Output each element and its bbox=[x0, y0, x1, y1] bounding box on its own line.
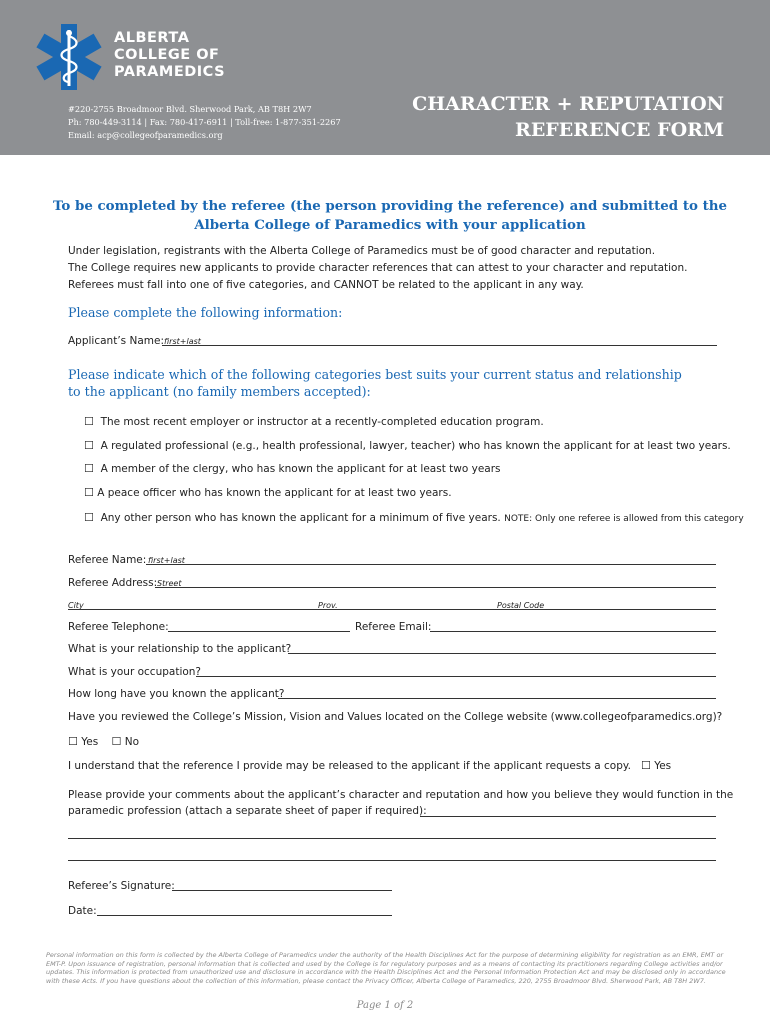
release-consent bbox=[68, 759, 671, 773]
logo-wordmark bbox=[114, 30, 225, 81]
section-heading-categories bbox=[68, 366, 758, 400]
contact-address bbox=[68, 103, 341, 142]
checkbox[interactable]: ☐ bbox=[84, 439, 94, 452]
category-option[interactable] bbox=[84, 462, 501, 476]
category-option[interactable] bbox=[84, 486, 452, 500]
checkbox[interactable]: ☐ bbox=[84, 486, 94, 499]
category-label: A peace officer who has known the applicant for at least two years. bbox=[97, 487, 452, 499]
comments-prompt bbox=[68, 787, 733, 819]
legislation-paragraph bbox=[68, 243, 748, 294]
city-hint: City bbox=[68, 601, 84, 610]
city-prov-postal-field[interactable] bbox=[68, 609, 716, 610]
signature-field[interactable] bbox=[172, 890, 392, 891]
category-option[interactable] bbox=[84, 415, 544, 429]
postal-code-hint: Postal Code bbox=[497, 601, 545, 610]
prov-hint: Prov. bbox=[318, 601, 338, 610]
category-option[interactable] bbox=[84, 511, 744, 526]
mission-answer bbox=[68, 735, 139, 749]
comments-field-line[interactable] bbox=[68, 838, 716, 839]
heading-line: Please indicate which of the following categories best suits your current status and relationship bbox=[68, 367, 682, 382]
relationship-field[interactable] bbox=[288, 653, 716, 654]
form-title-line: REFERENCE FORM bbox=[515, 119, 724, 141]
comments-line: paramedic profession (attach a separate sheet of paper if required): bbox=[68, 805, 427, 817]
referee-name-field[interactable] bbox=[146, 564, 716, 565]
form-title-line: CHARACTER + REPUTATION bbox=[412, 93, 724, 115]
street-hint: Street bbox=[157, 579, 182, 588]
paragraph-line: The College requires new applicants to provide character references that can attest to your character and reputation. bbox=[68, 262, 688, 274]
category-label: Any other person who has known the applicant for a minimum of five years. bbox=[100, 512, 501, 524]
referee-email-label: Referee Email: bbox=[355, 621, 432, 633]
street-field[interactable] bbox=[155, 587, 716, 588]
applicant-name-hint: first+last bbox=[164, 337, 201, 346]
no-checkbox[interactable]: ☐ bbox=[111, 735, 122, 748]
comments-line: Please provide your comments about the applicant’s character and reputation and how you believe they would function in the bbox=[68, 789, 734, 801]
phone-line: Ph: 780-449-3114 | Fax: 780-417-6911 | Toll-free: 1-877-351-2267 bbox=[68, 117, 341, 127]
occupation-field[interactable] bbox=[196, 676, 716, 677]
applicant-name-field[interactable] bbox=[162, 345, 717, 346]
paragraph-line: Referees must fall into one of five categories, and CANNOT be related to the applicant in any way. bbox=[68, 279, 584, 291]
known-duration-field[interactable] bbox=[278, 698, 716, 699]
mission-question: Have you reviewed the College’s Mission, Vision and Values located on the College website (www.collegeofparamedics.org)? bbox=[68, 711, 723, 723]
referee-email-field[interactable] bbox=[430, 631, 716, 632]
category-label: A regulated professional (e.g., health professional, lawyer, teacher) who has known the applicant for at least two years. bbox=[100, 440, 731, 452]
checkbox[interactable]: ☐ bbox=[84, 415, 94, 428]
date-label: Date: bbox=[68, 905, 97, 917]
category-option[interactable] bbox=[84, 439, 731, 453]
release-consent-text: I understand that the reference I provide may be released to the applicant if the applicant requests a copy. bbox=[68, 760, 631, 772]
logo-line: PARAMEDICS bbox=[114, 64, 226, 80]
comments-field-line[interactable] bbox=[68, 860, 716, 861]
referee-name-hint: first+last bbox=[148, 556, 185, 565]
section-heading-info: Please complete the following information: bbox=[68, 305, 343, 320]
category-label: The most recent employer or instructor at a recently-completed education program. bbox=[100, 416, 544, 428]
checkbox[interactable]: ☐ bbox=[84, 462, 94, 475]
category-note: NOTE: Only one referee is allowed from this category bbox=[504, 514, 744, 524]
date-field[interactable] bbox=[97, 915, 392, 916]
logo-line: COLLEGE OF bbox=[114, 47, 220, 63]
consent-yes-label: Yes bbox=[654, 760, 672, 772]
heading-line: to the applicant (no family members accepted): bbox=[68, 384, 371, 399]
known-duration-label: How long have you known the applicant? bbox=[68, 688, 285, 700]
header-banner bbox=[0, 0, 770, 155]
checkbox[interactable]: ☐ bbox=[84, 511, 94, 524]
comments-field-line[interactable] bbox=[420, 816, 716, 817]
applicant-name-label: Applicant’s Name: bbox=[68, 335, 164, 347]
star-of-life-logo-icon bbox=[34, 22, 104, 92]
referee-telephone-label: Referee Telephone: bbox=[68, 621, 169, 633]
consent-checkbox[interactable]: ☐ bbox=[640, 759, 651, 772]
category-label: A member of the clergy, who has known the applicant for at least two years bbox=[100, 463, 501, 475]
no-label: No bbox=[124, 736, 140, 748]
paragraph-line: Under legislation, registrants with the Alberta College of Paramedics must be of good character and reputation. bbox=[68, 245, 656, 257]
referee-address-label: Referee Address: bbox=[68, 577, 158, 589]
form-title bbox=[412, 91, 724, 143]
referee-name-label: Referee Name: bbox=[68, 554, 147, 566]
logo-line: ALBERTA bbox=[114, 30, 190, 46]
yes-checkbox[interactable]: ☐ bbox=[68, 735, 78, 748]
page-number: Page 1 of 2 bbox=[356, 1000, 414, 1011]
occupation-label: What is your occupation? bbox=[68, 666, 202, 678]
signature-label: Referee’s Signature: bbox=[68, 880, 175, 892]
relationship-label: What is your relationship to the applicant? bbox=[68, 643, 292, 655]
privacy-notice: Personal information on this form is collected by the Alberta College of Paramedics under the authority of the Health Disciplines Act for the purpose of determining eligibility for registration as an EMR, EMT or EMT-P. Upon issuance of registration, personal information that is collected and used by the College is for regulatory purposes and as a means of contacting its practitioners regarding College activities and/or updates. This information is protected from unauthorized use and disclosure in accordance with the Health Disciplines Act and the Personal Information Protection Act and may be disclosed only in accordance with these Acts. If you have questions about the collection of this information, please contact the Privacy Officer, Alberta College of Paramedics, 220, 2755 Broadmoor Blvd. Sherwood Park, AB T8H 2W7. bbox=[46, 951, 726, 985]
intro-instruction: To be completed by the referee (the person providing the reference) and submitted to the Alberta College of Paramedics with your application bbox=[52, 198, 728, 233]
address-line: #220-2755 Broadmoor Blvd. Sherwood Park, AB T8H 2W7 bbox=[68, 104, 312, 114]
email-line: Email: acp@collegeofparamedics.org bbox=[68, 130, 223, 140]
referee-telephone-field[interactable] bbox=[168, 631, 350, 632]
yes-label: Yes bbox=[81, 736, 99, 748]
